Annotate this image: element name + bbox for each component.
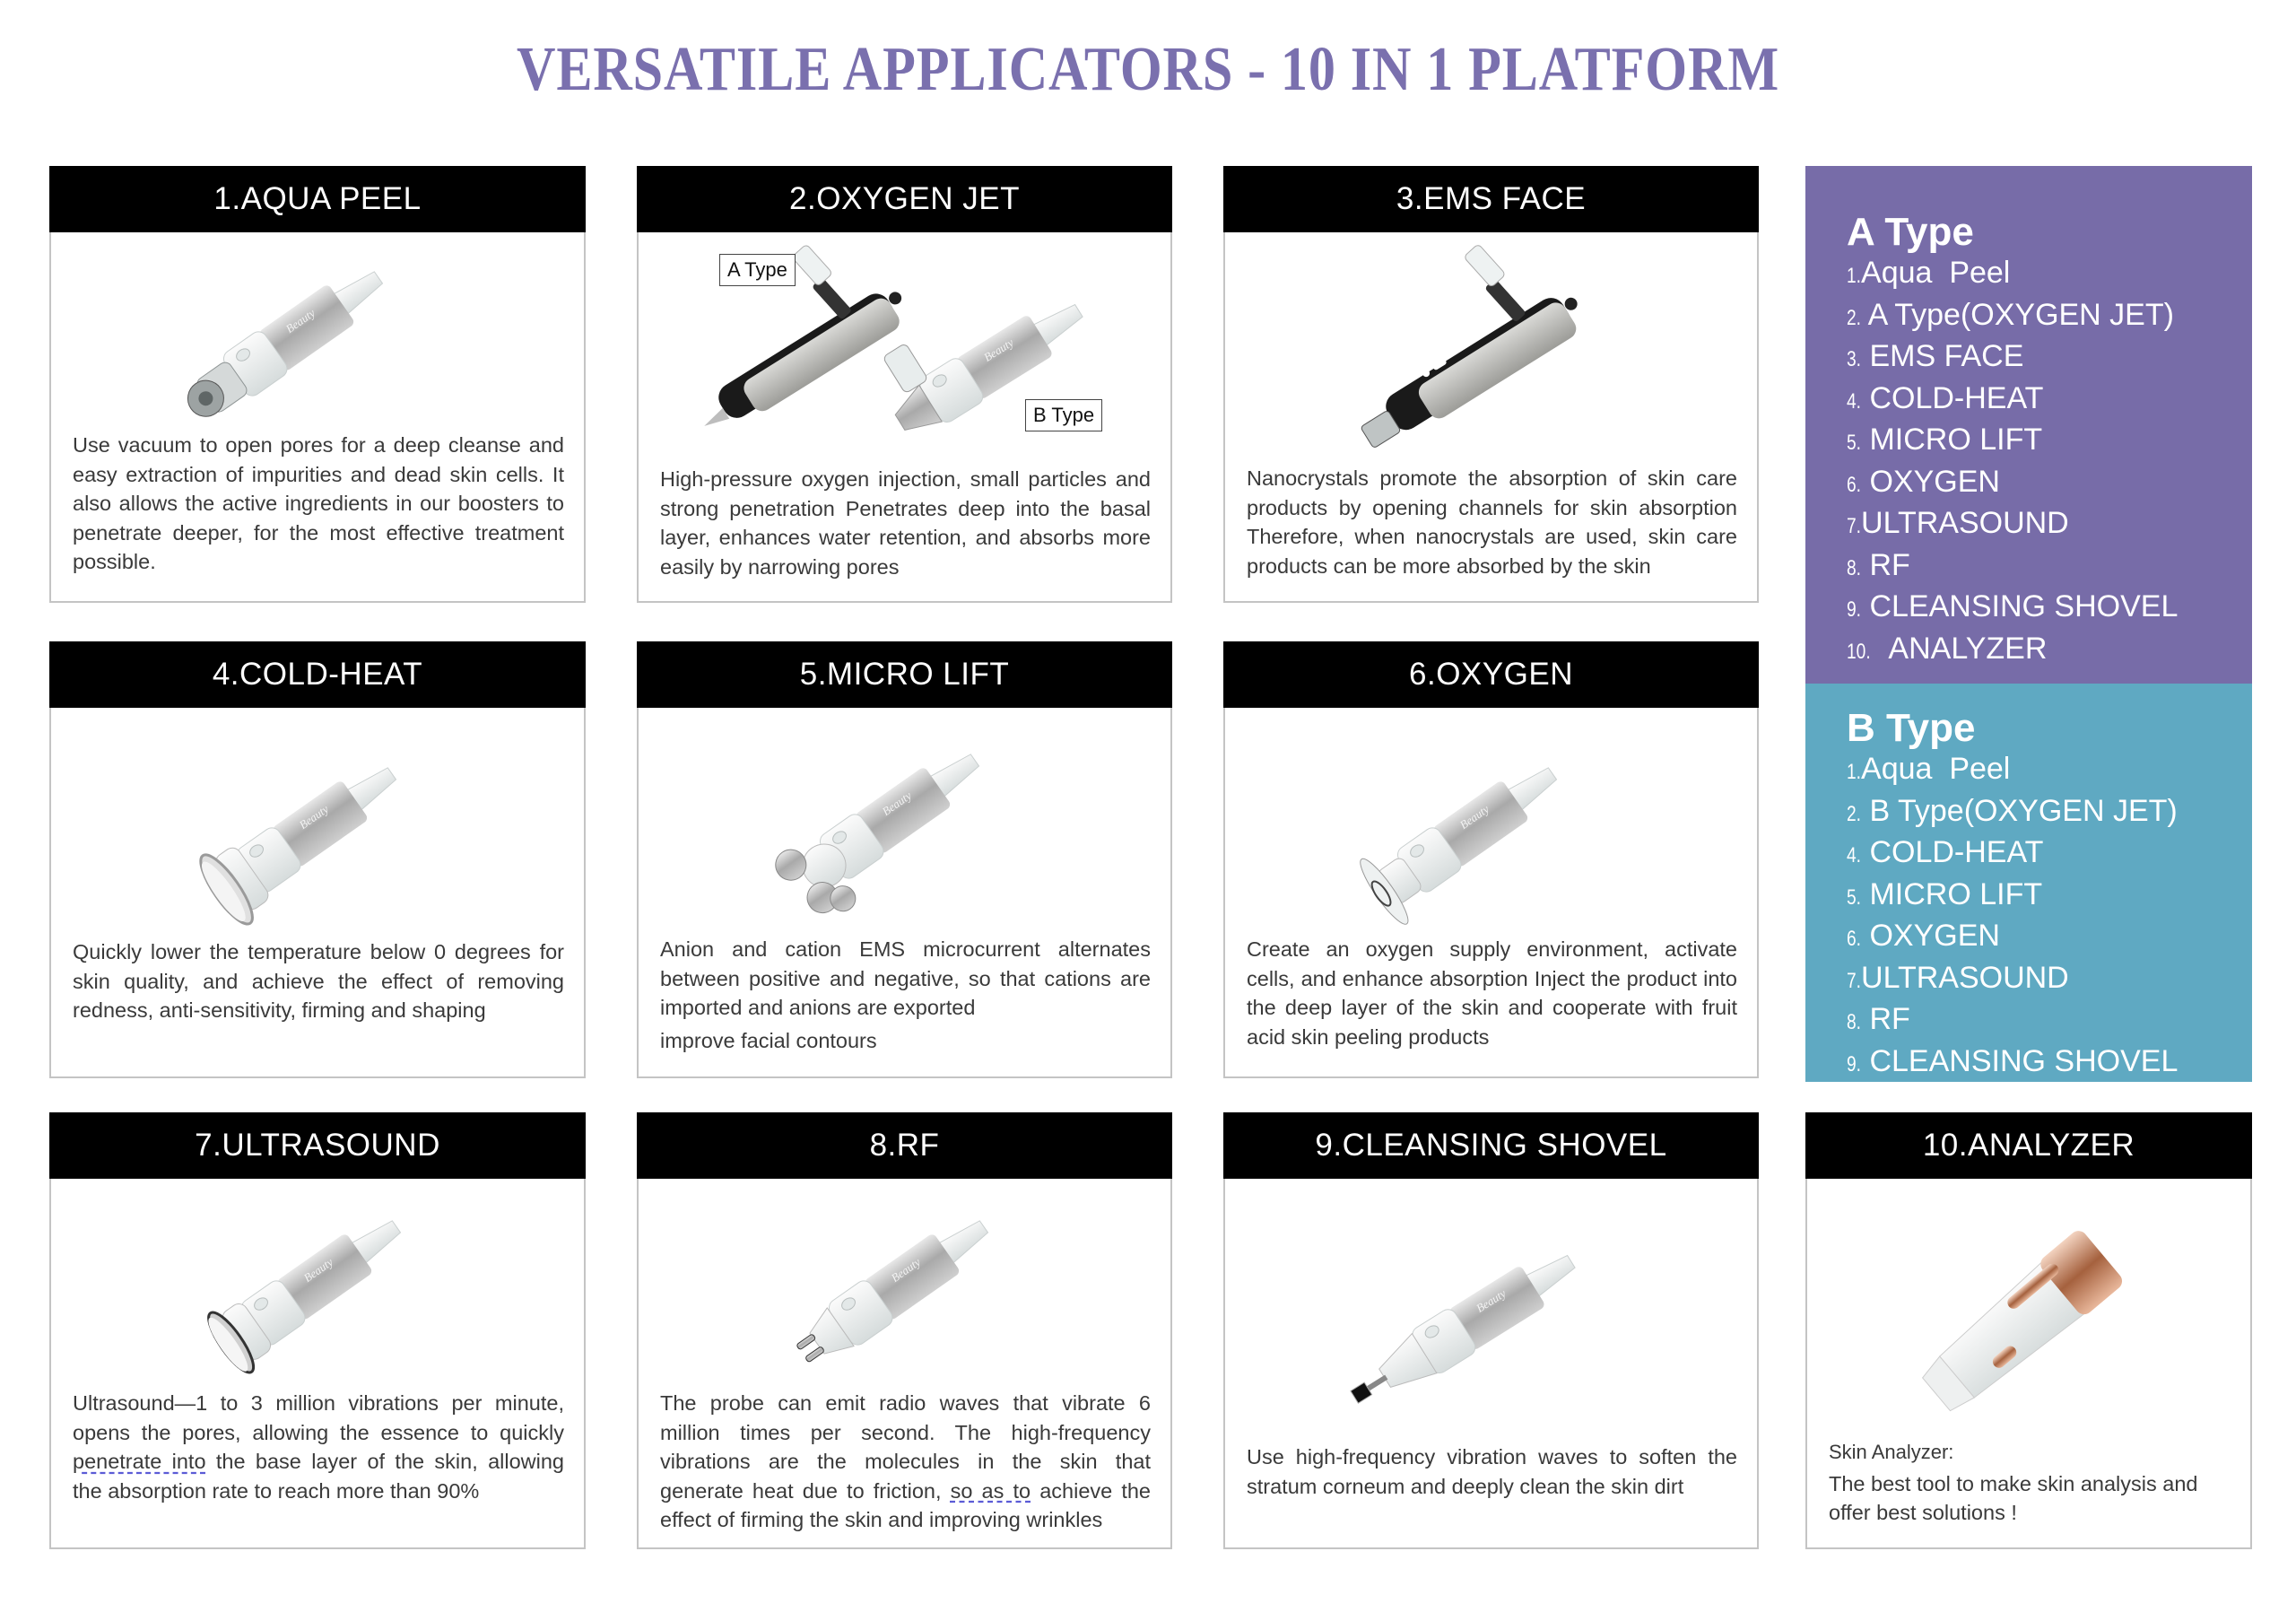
card-ultrasound	[49, 1112, 586, 1549]
aqua-peel-handpiece-image	[51, 248, 584, 428]
panel-a-item: 1.Aqua Peel	[1847, 256, 2011, 290]
card-oxygen-jet	[637, 166, 1172, 603]
panel-b-item: 5. MICRO LIFT	[1847, 876, 2043, 911]
panel-a-type	[1805, 166, 2252, 684]
card-description	[1829, 1438, 2223, 1528]
card-description: Quickly lower the temperature below 0 degrees for skin quality, and achieve the effect of removing redness, anti-sensitivity, firming and shaping	[73, 940, 564, 1022]
panel-a-item: 8. RF	[1847, 547, 1910, 582]
panel-a-item: 4. COLD-HEAT	[1847, 380, 2044, 415]
card-aqua-peel	[49, 166, 586, 603]
card-ems-face	[1223, 166, 1759, 603]
panel-b-type	[1805, 684, 2252, 1082]
card-title: 10.ANALYZER	[1805, 1112, 2252, 1179]
card-rf	[637, 1112, 1172, 1549]
description-heading: Skin Analyzer:	[1829, 1441, 1954, 1463]
oxygen-handpiece-image	[1225, 722, 1757, 937]
underlined-phrase: so as to	[950, 1478, 1031, 1503]
card-analyzer	[1805, 1112, 2252, 1549]
card-title: 3.EMS FACE	[1223, 166, 1759, 232]
description-line: improve facial contours	[660, 1028, 877, 1052]
card-micro-lift	[637, 641, 1172, 1078]
panel-b-list	[1847, 750, 2252, 1084]
panel-b-item: 8. RF	[1847, 1002, 1910, 1036]
panel-b-heading: B Type	[1847, 706, 1976, 750]
card-description: Create an oxygen supply environment, activate cells, and enhance absorption Inject the product into the deep layer of the skin and cooperate with fruit acid skin peeling products	[1247, 937, 1737, 1049]
card-title: 4.COLD-HEAT	[49, 641, 586, 708]
panel-a-heading: A Type	[1847, 210, 1974, 254]
card-description	[660, 935, 1151, 1055]
cleansing-shovel-handpiece-image	[1225, 1193, 1757, 1417]
panel-b-item: 9. CLEANSING SHOVEL	[1847, 1043, 2179, 1078]
card-title: 9.CLEANSING SHOVEL	[1223, 1112, 1759, 1179]
card-description: Use vacuum to open pores for a deep cleanse and easy extraction of impurities and dead skin cells. It also allows the active ingredients in our boosters to penetrate deeper, for the most effective treatment possible.	[73, 433, 564, 573]
card-description: The probe can emit radio waves that vibrate 6 million times per second. The high-frequency vibrations are the molecules in the skin that generate heat due to friction, so as to achieve the effect of firming the skin and improving wrinkles	[660, 1391, 1151, 1531]
panel-b-item: 6. OXYGEN	[1847, 919, 2000, 953]
skin-analyzer-device-image	[1807, 1184, 2250, 1417]
description-line: The best tool to make skin analysis and offer best solutions !	[1829, 1471, 2198, 1524]
panel-a-item: 5. MICRO LIFT	[1847, 423, 2043, 457]
card-title: 7.ULTRASOUND	[49, 1112, 586, 1179]
callout-a-type: A Type	[719, 254, 796, 286]
card-description: High-pressure oxygen injection, small particles and strong penetration Penetrates deep into the basal layer, enhances water retention, and absorbs more easily by narrowing pores	[660, 467, 1151, 579]
underlined-phrase: penetrate into	[73, 1450, 206, 1473]
panel-a-item: 6. OXYGEN	[1847, 464, 2000, 499]
card-oxygen	[1223, 641, 1759, 1078]
panel-b-item: 2. B Type(OXYGEN JET)	[1847, 793, 2178, 828]
panel-a-item: 2. A Type(OXYGEN JET)	[1847, 297, 2174, 332]
panel-a-item: 7.ULTRASOUND	[1847, 506, 2069, 540]
oxygen-jet-handpieces-image	[639, 238, 1170, 444]
panel-b-item: 4. COLD-HEAT	[1847, 835, 2044, 869]
card-cleansing-shovel	[1223, 1112, 1759, 1549]
card-title: 5.MICRO LIFT	[637, 641, 1172, 708]
panel-a-item: 9. CLEANSING SHOVEL	[1847, 589, 2179, 623]
panel-a-item: 3. EMS FACE	[1847, 339, 2024, 373]
card-description: Ultrasound—1 to 3 million vibrations per minute, opens the pores, allowing the essence to quickly penetrate into the base layer of the skin, allowing the absorption rate to reach more than 90%	[73, 1391, 564, 1503]
panel-a-list	[1847, 254, 2252, 671]
card-title: 8.RF	[637, 1112, 1172, 1179]
card-description: Use high-frequency vibration waves to soften the stratum corneum and deeply clean the skin dirt	[1247, 1445, 1737, 1498]
ems-face-handpiece-image	[1225, 242, 1757, 449]
rf-handpiece-image	[639, 1184, 1170, 1390]
panel-a-item: 10. ANALYZER	[1847, 631, 2048, 666]
description-line: Anion and cation EMS microcurrent alternates between positive and negative, so that cations are imported and anions are exported	[660, 937, 1151, 1019]
micro-lift-handpiece-image	[639, 722, 1170, 937]
ultrasound-handpiece-image	[51, 1184, 584, 1390]
card-title: 6.OXYGEN	[1223, 641, 1759, 708]
cold-heat-handpiece-image	[51, 722, 584, 937]
card-title: 1.AQUA PEEL	[49, 166, 586, 232]
card-description: Nanocrystals promote the absorption of skin care products by opening channels for skin absorption Therefore, when nanocrystals are used, skin care products can be more absorbed by the skin	[1247, 466, 1737, 578]
page-title: VERSATILE APPLICATORS - 10 IN 1 PLATFORM	[516, 35, 1780, 104]
card-title: 2.OXYGEN JET	[637, 166, 1172, 232]
panel-b-item: 1.Aqua Peel	[1847, 752, 2011, 786]
card-cold-heat	[49, 641, 586, 1078]
callout-b-type: B Type	[1025, 399, 1102, 431]
panel-b-item: 7.ULTRASOUND	[1847, 960, 2069, 995]
